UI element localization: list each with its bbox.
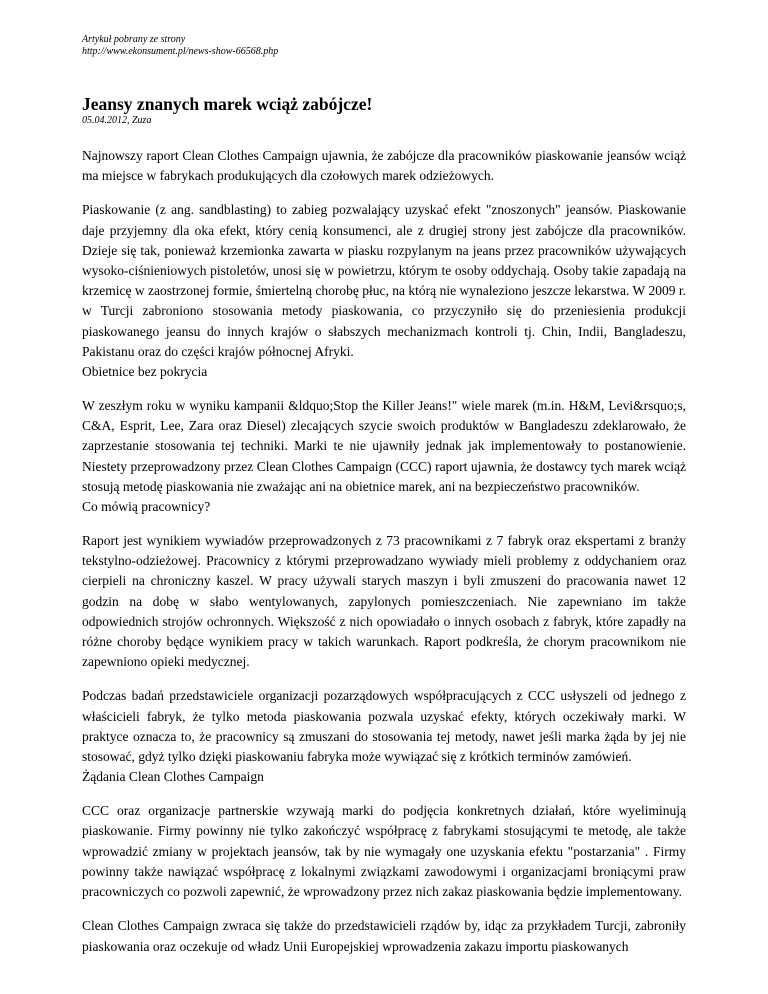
article-byline: 05.04.2012, Zuza bbox=[82, 115, 152, 126]
section-heading: Żądania Clean Clothes Campaign bbox=[82, 769, 264, 785]
section-heading: Obietnice bez pokrycia bbox=[82, 364, 208, 380]
article-paragraph: Clean Clothes Campaign zwraca się także do przedstawicieli rządów by, idąc za przykładem Turcji, zabroniły piaskowania oraz oczekuje od władz Unii Europejskiej wprowadzenia zakazu importu piaskowanych bbox=[82, 918, 686, 954]
document-page bbox=[82, 34, 686, 957]
article-title: Jeansy znanych marek wciąż zabójcze! bbox=[82, 94, 373, 114]
article-paragraph: Podczas badań przedstawiciele organizacji pozarządowych współpracujących z CCC usłyszeli od jednego z właścicieli fabryk, że tylko metoda piaskowania pozwala uzyskać efekty, których oczekiwały marki. W praktyce oznacza to, że pracownicy są zmuszani do stosowania tej metody, nawet jeśli marka żąda by jej nie stosować, gdyż tylko dzięki piaskowaniu fabryka może wywiązać się z krótkich terminów zamówień. bbox=[82, 688, 686, 765]
source-label: Artykuł pobrany ze strony bbox=[82, 34, 186, 45]
article-paragraph: Raport jest wynikiem wywiadów przeprowadzonych z 73 pracownikami z 7 fabryk oraz ekspertami z branży tekstylno-odzieżowej. Pracownicy z którymi przeprowadzano wywiady mieli problemy z oddychaniem oraz cierpieli na chroniczny kaszel. W pracy używali starych maszyn i byli zmuszeni do pracowania nawet 12 godzin na dobę w słabo wentylowanych, zapylonych pomieszczeniach. Nie zapewniano im także odpowiednich strojów ochronnych. Większość z nich opowiadało o innych osobach z fabryk, które zapadły na różne choroby będące wynikiem pracy w takich warunkach. Raport podkreśla, że chorym pracownikom nie zapewniono opieki medycznej. bbox=[82, 533, 686, 670]
article-paragraph: W zeszłym roku w wyniku kampanii &ldquo;Stop the Killer Jeans!" wiele marek (m.in. H&M, Levi&rsquo;s, C&A, Esprit, Lee, Zara oraz Diesel) zlecających szycie swoich produktów w Bangladeszu zdeklarowało, że zaprzestanie stosowania tej techniki. Marki te nie ujawniły jednak jak implementowały to postanowienie. Niestety przeprowadzony przez Clean Clothes Campaign (CCC) raport ujawnia, że dostawcy tych marek wciąż stosują metodę piaskowania nie zważając ani na obietnice marek, ani na bezpieczeństwo pracowników. bbox=[82, 398, 686, 494]
article-paragraph: CCC oraz organizacje partnerskie wzywają marki do podjęcia konkretnych działań, które wyeliminują piaskowanie. Firmy powinny nie tylko zakończyć współpracę z fabrykami stosującymi te metodę, ale także wprowadzić zmiany w projektach jeansów, tak by nie wymagały one uzyskania efektu "postarzania" . Firmy powinny także nawiązać współpracę z lokalnymi związkami zawodowymi i organizacjami broniącymi praw pracowniczych co pozwoli zapewnić, że wprowadzony przez nich zakaz piaskowania będzie implementowany. bbox=[82, 803, 686, 900]
section-heading: Co mówią pracownicy? bbox=[82, 499, 211, 515]
article-paragraph: Piaskowanie (z ang. sandblasting) to zabieg pozwalający uzyskać efekt "znoszonych" jeansów. Piaskowanie daje przyjemny dla oka efekt, który cenią konsumenci, ale z drugiej strony jest zabójcze dla pracowników. Dzieje się tak, ponieważ krzemionka zawarta w piasku rozpylanym na jeans przez pracowników używających wysoko-ciśnieniowych pistoletów, unosi się w powietrzu, którym te osoby oddychają. Osoby takie zapadają na krzemicę w zaostrzonej formie, śmiertelną chorobę płuc, na którą nie wynaleziono jeszcze lekarstwa. W 2009 r. w Turcji zabroniono stosowania metody piaskowania, co przyczyniło się do przeniesienia produkcji piaskowanego jeansu do innych krajów o słabszych mechanizmach kontroli tj. Chin, Indii, Bangladeszu, Pakistanu oraz do części krajów północnej Afryki. bbox=[82, 202, 686, 359]
article-intro: Najnowszy raport Clean Clothes Campaign ujawnia, że zabójcze dla pracowników piaskowanie jeansów wciąż ma miejsce w fabrykach produkujących dla czołowych marek odzieżowych. bbox=[82, 148, 686, 184]
source-note bbox=[82, 34, 686, 58]
source-url: http://www.ekonsument.pl/news-show-66568.php bbox=[82, 46, 279, 57]
